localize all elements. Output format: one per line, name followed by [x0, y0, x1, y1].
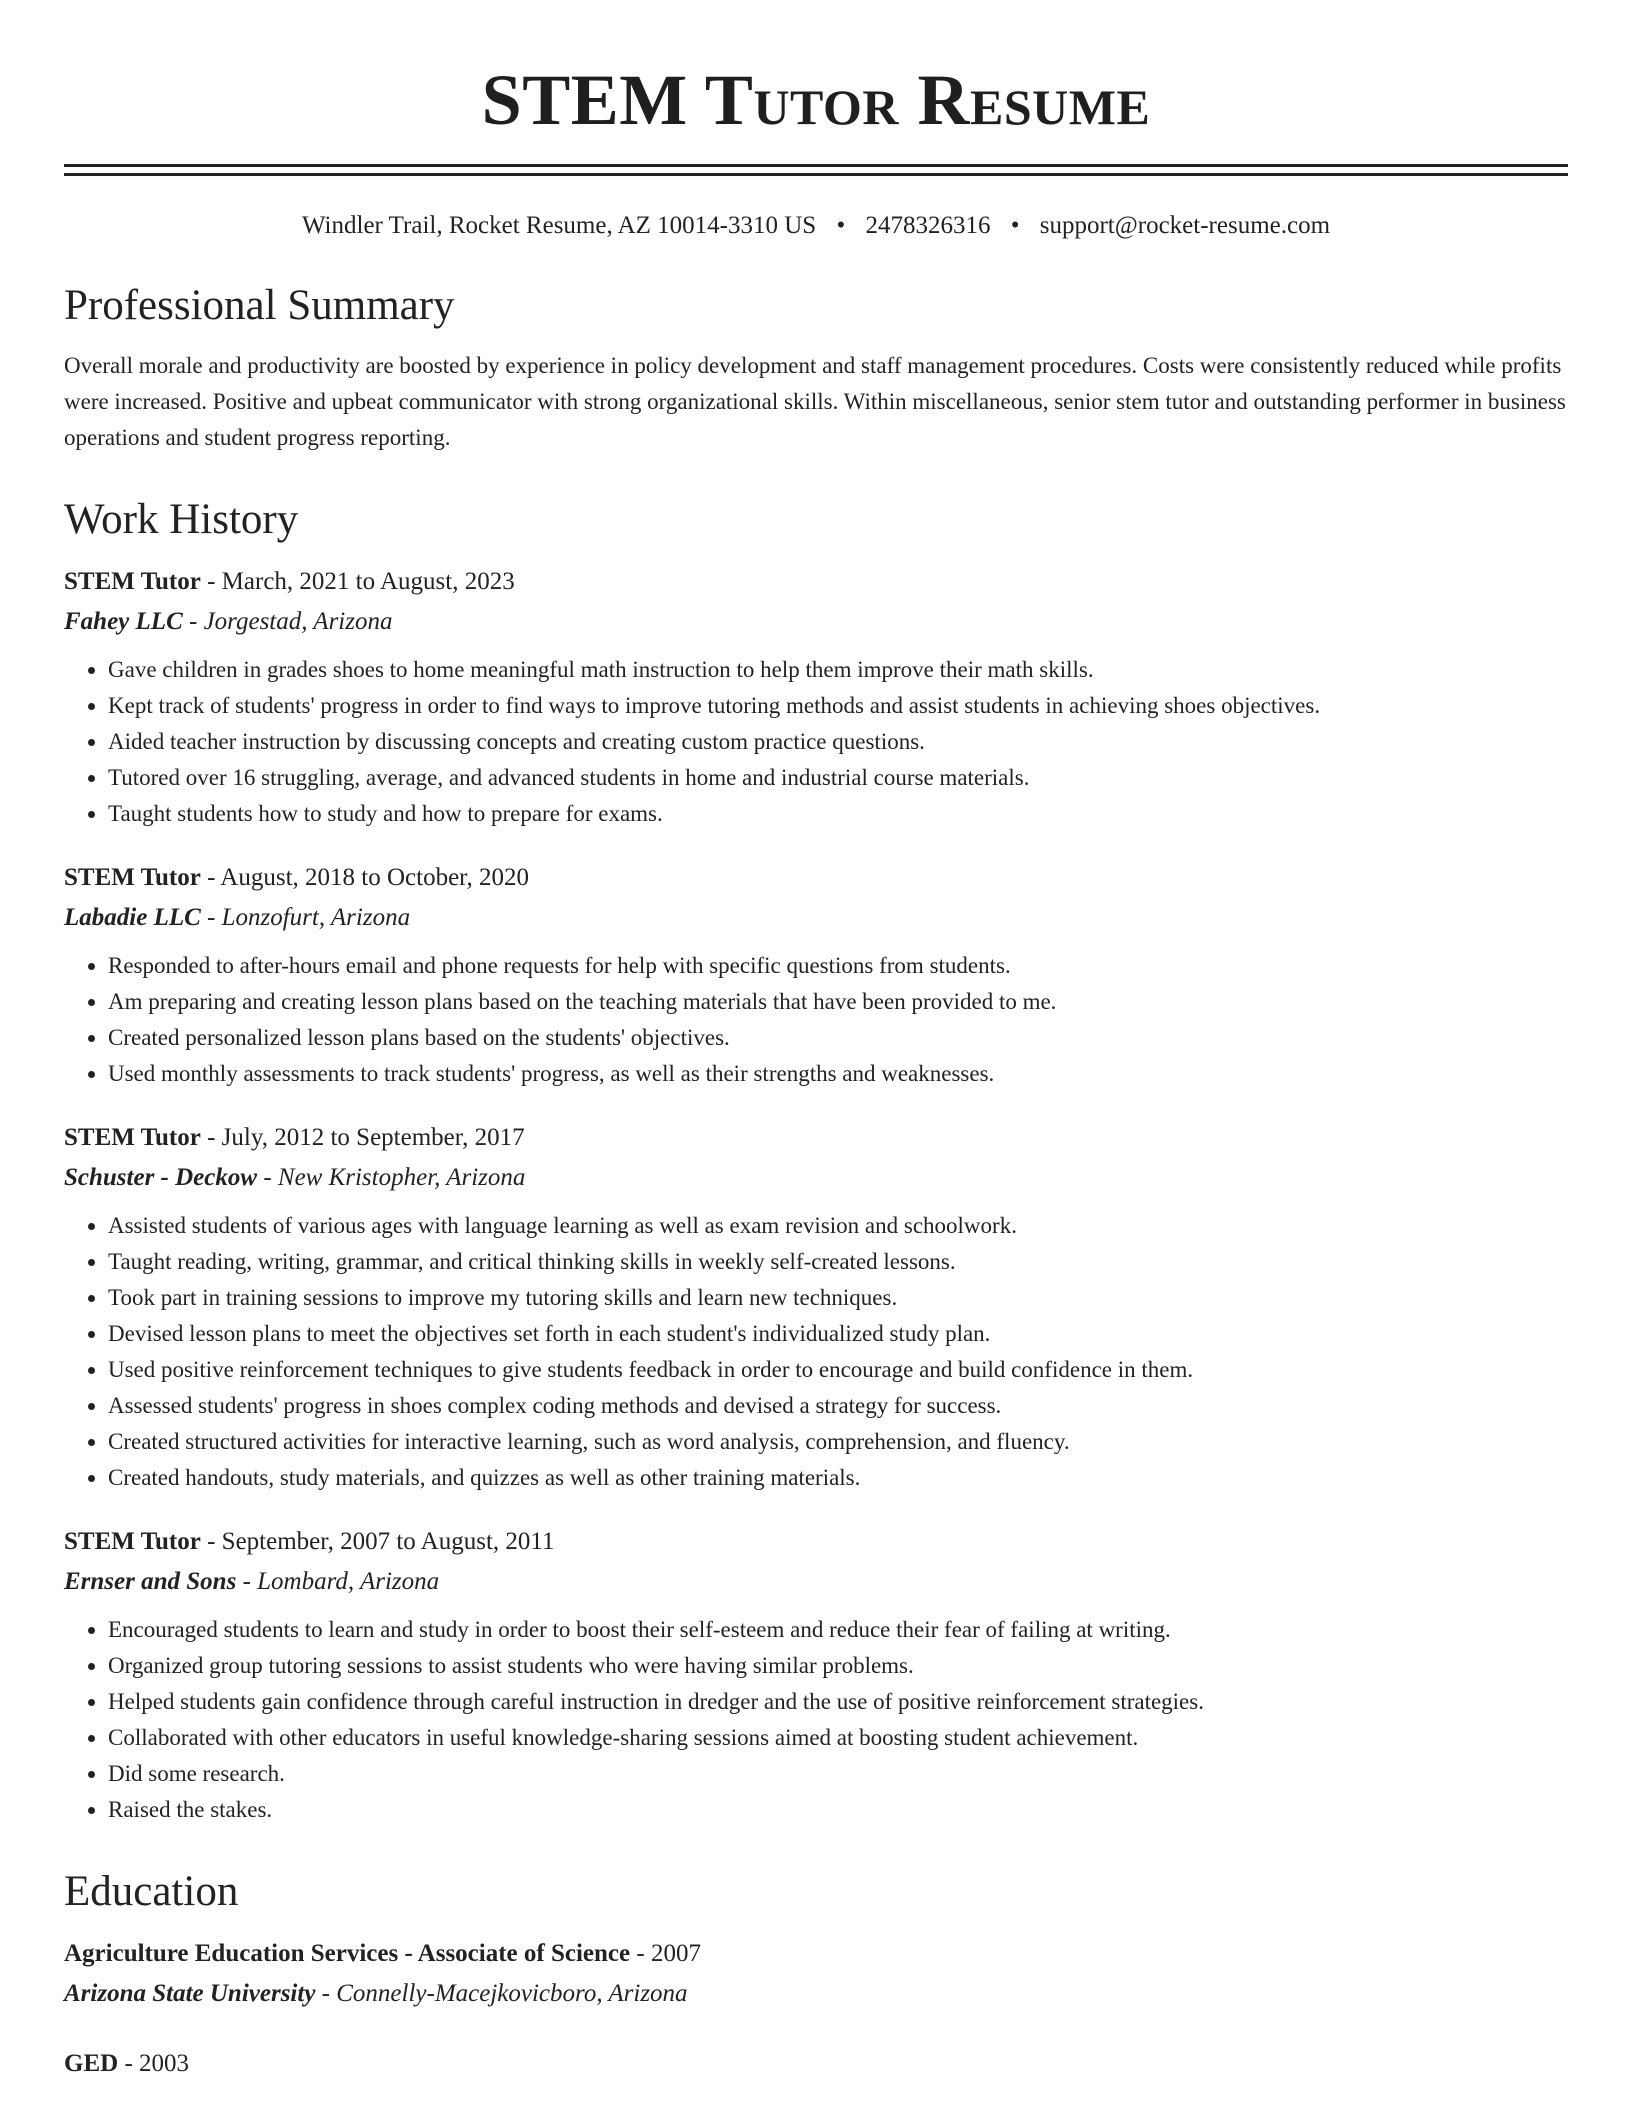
job-location: - Lonzofurt, Arizona: [200, 904, 411, 931]
job-bullet: • Created personalized lesson plans based on the students' objectives.: [108, 1020, 1568, 1056]
job-title-line: [64, 1522, 1568, 1562]
contact-separator: •: [1010, 212, 1020, 239]
contact-line: [64, 210, 1568, 242]
contact-email: support@rocket-resume.com: [1039, 212, 1331, 239]
job-bullet: • Created handouts, study materials, and quizzes as well as other training materials.: [108, 1460, 1568, 1496]
job-bullets: [64, 652, 1568, 832]
education-degree: GED: [64, 2050, 119, 2077]
job-bullet: • Created structured activities for interactive learning, such as word analysis, comprehension, and fluency.: [108, 1424, 1568, 1460]
job-entry: [64, 562, 1568, 832]
summary-heading: Professional Summary: [64, 282, 455, 329]
job-dates: - September, 2007 to August, 2011: [200, 1528, 555, 1555]
job-bullet: • Took part in training sessions to improve my tutoring skills and learn new techniques.: [108, 1280, 1568, 1316]
job-company-line: [64, 1158, 1568, 1198]
job-entry: [64, 1522, 1568, 1828]
job-bullet: • Organized group tutoring sessions to assist students who were having similar problems.: [108, 1648, 1568, 1684]
title-divider-bottom: [64, 173, 1568, 176]
job-bullet: • Responded to after-hours email and phone requests for help with specific questions from students.: [108, 948, 1568, 984]
job-bullet: • Assessed students' progress in shoes complex coding methods and devised a strategy for success.: [108, 1388, 1568, 1424]
contact-address: Windler Trail, Rocket Resume, AZ 10014-3310 US: [301, 212, 817, 239]
education-school: Arizona State University: [64, 1980, 316, 2007]
work-history-heading: Work History: [64, 496, 299, 543]
job-bullet: • Taught reading, writing, grammar, and critical thinking skills in weekly self-created lessons.: [108, 1244, 1568, 1280]
education-degree: Agriculture Education Services - Associate of Science: [64, 1940, 631, 1967]
job-bullets: [64, 948, 1568, 1092]
job-bullet: • Used monthly assessments to track students' progress, as well as their strengths and weaknesses.: [108, 1056, 1568, 1092]
education-heading: Education: [64, 1868, 239, 1915]
job-bullet: • Devised lesson plans to meet the objectives set forth in each student's individualized study plan.: [108, 1316, 1568, 1352]
contact-phone: 2478326316: [865, 212, 991, 239]
job-bullet: • Kept track of students' progress in order to find ways to improve tutoring methods and assist students in achieving shoes objectives.: [108, 688, 1568, 724]
job-dates: - July, 2012 to September, 2017: [200, 1124, 525, 1151]
job-company: Ernser and Sons: [64, 1568, 237, 1595]
job-bullet: • Gave children in grades shoes to home meaningful math instruction to help them improve their math skills.: [108, 652, 1568, 688]
job-company: Schuster - Deckow: [64, 1164, 258, 1191]
job-bullet: • Collaborated with other educators in useful knowledge-sharing sessions aimed at boosting student achievement.: [108, 1720, 1568, 1756]
job-bullets: [64, 1208, 1568, 1496]
job-bullet: • Did some research.: [108, 1756, 1568, 1792]
job-company-line: [64, 1562, 1568, 1602]
education-location: - Connelly-Macejkovicboro, Arizona: [315, 1980, 688, 2007]
education-year: - 2007: [630, 1940, 701, 1967]
job-bullet: • Helped students gain confidence through careful instruction in dredger and the use of positive reinforcement strategies.: [108, 1684, 1568, 1720]
job-bullet: • Aided teacher instruction by discussing concepts and creating custom practice questions.: [108, 724, 1568, 760]
job-role: STEM Tutor: [64, 568, 201, 595]
summary-text: Overall morale and productivity are boosted by experience in policy development and staff management procedures. Costs were consistently reduced while profits were increased. Positive and upbeat communicator with strong organizational skills. Within miscellaneous, senior stem tutor and outstanding performer in business operations and student progress reporting.: [64, 353, 1566, 450]
title-divider-top: [64, 164, 1568, 167]
job-location: - Lombard, Arizona: [236, 1568, 440, 1595]
education-entry: [64, 1934, 1568, 2014]
job-bullet: • Tutored over 16 struggling, average, and advanced students in home and industrial course materials.: [108, 760, 1568, 796]
job-entry: [64, 858, 1568, 1092]
job-bullet: • Am preparing and creating lesson plans based on the teaching materials that have been provided to me.: [108, 984, 1568, 1020]
job-role: STEM Tutor: [64, 1124, 201, 1151]
job-title-line: [64, 562, 1568, 602]
job-dates: - August, 2018 to October, 2020: [200, 864, 529, 891]
job-company: Labadie LLC: [64, 904, 201, 931]
job-entry: [64, 1118, 1568, 1496]
education-degree-line: [64, 1934, 1568, 1974]
job-role: STEM Tutor: [64, 1528, 201, 1555]
job-location: - Jorgestad, Arizona: [182, 608, 393, 635]
job-dates: - March, 2021 to August, 2023: [200, 568, 515, 595]
resume-title: STEM Tutor Resume: [481, 60, 1151, 140]
job-company-line: [64, 602, 1568, 642]
job-bullet: • Used positive reinforcement techniques to give students feedback in order to encourage and build confidence in them.: [108, 1352, 1568, 1388]
education-school-line: [64, 1974, 1568, 2014]
job-bullets: [64, 1612, 1568, 1828]
education-degree-line: [64, 2044, 1568, 2084]
job-location: - New Kristopher, Arizona: [257, 1164, 526, 1191]
job-bullet: • Assisted students of various ages with language learning as well as exam revision and schoolwork.: [108, 1208, 1568, 1244]
job-title-line: [64, 1118, 1568, 1158]
job-bullet: • Raised the stakes.: [108, 1792, 1568, 1828]
job-role: STEM Tutor: [64, 864, 201, 891]
job-bullet: • Encouraged students to learn and study in order to boost their self-esteem and reduce their fear of failing at writing.: [108, 1612, 1568, 1648]
education-entry: [64, 2044, 1568, 2084]
job-title-line: [64, 858, 1568, 898]
education-year: - 2003: [118, 2050, 190, 2077]
job-bullet: • Taught students how to study and how to prepare for exams.: [108, 796, 1568, 832]
job-company: Fahey LLC: [64, 608, 183, 635]
job-company-line: [64, 898, 1568, 938]
contact-separator: •: [836, 212, 846, 239]
